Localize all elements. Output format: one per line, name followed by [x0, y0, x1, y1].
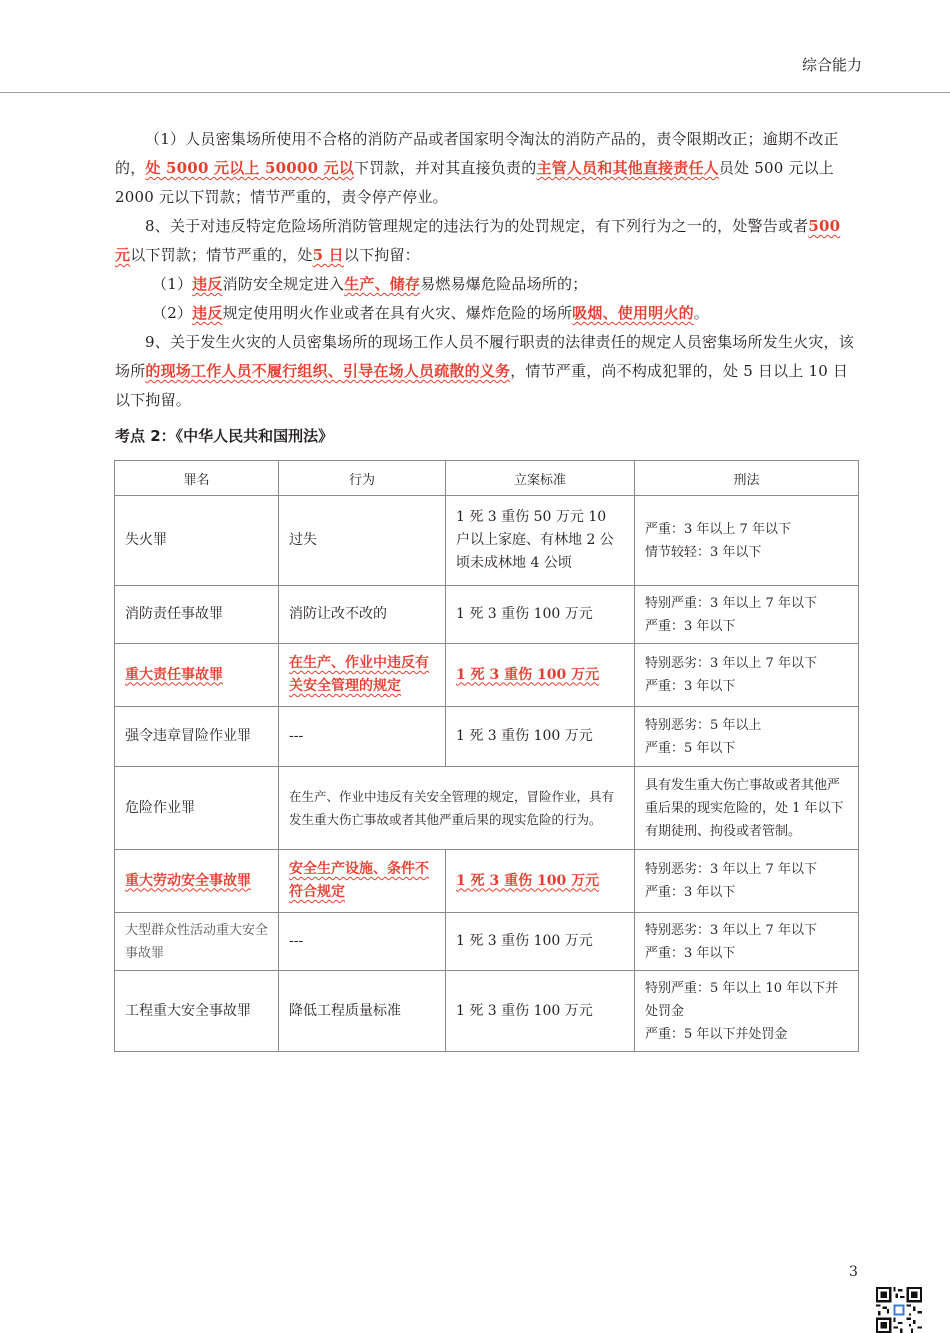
- crime-penalty: [635, 913, 859, 971]
- crime-penalty: [635, 586, 859, 644]
- crime-act: 安全生产设施、条件不符合规定: [279, 850, 446, 913]
- highlight: 500 元: [115, 217, 841, 264]
- column-header: 刑法: [635, 461, 859, 496]
- paragraph-3: （1）违反消防安全规定进入生产、储存易燃易爆危险品场所的；: [152, 275, 588, 293]
- crime-standard: 1 死 3 重伤 100 万元: [446, 586, 635, 644]
- crime-name: 重大劳动安全事故罪: [115, 850, 279, 913]
- section-heading: 考点 2：《中华人民共和国刑法》: [115, 427, 334, 445]
- crime-standard: 1 死 3 重伤 50 万元 10 户以上家庭、有林地 2 公顷未成林地 4 公顷: [446, 496, 635, 586]
- highlight: 5 日: [312, 246, 344, 264]
- table-row: [115, 586, 859, 644]
- table-row: [115, 913, 859, 971]
- header-rule: [0, 92, 950, 93]
- body-text: [115, 125, 857, 415]
- crime-name: 失火罪: [115, 496, 279, 586]
- crime-standard: 1 死 3 重伤 100 万元: [446, 644, 635, 707]
- penalty-line: 特别恶劣：3 年以上 7 年以下: [645, 862, 817, 877]
- penalty-line: 特别严重：5 年以上 10 年以下并处罚金: [645, 980, 839, 1019]
- table-row: [115, 644, 859, 707]
- penalty-line: 严重：3 年以下: [645, 885, 736, 900]
- highlight: 吸烟、使用明火的: [572, 304, 694, 322]
- penalty-line: 特别恶劣：3 年以上 7 年以下: [645, 656, 817, 671]
- highlight: 违反: [192, 304, 223, 322]
- crime-act: 消防让改不改的: [279, 586, 446, 644]
- table-row: [115, 767, 859, 850]
- penalty-line: 严重：3 年以下: [645, 945, 736, 961]
- penalty-line: 特别恶劣：3 年以上 7 年以下: [645, 922, 817, 938]
- highlight: 主管人员和其他直接责任人: [536, 159, 719, 177]
- crime-penalty: 具有发生重大伤亡事故或者其他严重后果的现实危险的，处 1 年以下有期徒刑、拘役或者管制。: [635, 767, 859, 850]
- table-row: [115, 496, 859, 586]
- penalty-line: 情节较轻：3 年以下: [645, 544, 762, 560]
- crime-penalty: [635, 496, 859, 586]
- penalty-line: 严重：3 年以下: [645, 618, 736, 634]
- paragraph-4: （2）违反规定使用明火作业或者在具有火灾、爆炸危险的场所吸烟、使用明火的。: [152, 304, 709, 322]
- penalty-line: 严重：5 年以下: [645, 740, 736, 756]
- crime-act: 在生产、作业中违反有关安全管理的规定: [279, 644, 446, 707]
- penalty-line: 特别恶劣：5 年以上: [645, 717, 762, 733]
- highlight: 违反: [192, 275, 223, 293]
- crime-penalty: [635, 644, 859, 707]
- crime-standard: 1 死 3 重伤 100 万元: [446, 850, 635, 913]
- column-header: 罪名: [115, 461, 279, 496]
- qr-code-icon[interactable]: [876, 1287, 922, 1333]
- highlight: 生产、储存: [344, 275, 421, 293]
- crime-standard: 1 死 3 重伤 100 万元: [446, 707, 635, 767]
- crime-penalty: [635, 850, 859, 913]
- column-header: 立案标准: [446, 461, 635, 496]
- penalty-line: 严重：3 年以上 7 年以下: [645, 521, 791, 537]
- crime-name: 工程重大安全事故罪: [115, 971, 279, 1052]
- highlight: 处 5000 元以上 50000 元以: [145, 159, 355, 177]
- crimes-table: [114, 460, 859, 1052]
- page-number: 3: [849, 1264, 858, 1280]
- crime-name: 消防责任事故罪: [115, 586, 279, 644]
- crime-act: 降低工程质量标准: [279, 971, 446, 1052]
- paragraph-5: 9、关于发生火灾的人员密集场所的现场工作人员不履行职责的法律责任的规定人员密集场所发生火灾，该场所的现场工作人员不履行组织、引导在场人员疏散的义务，情节严重，尚不构成犯罪的，处 5 日以上 10 日以下拘留。: [115, 333, 854, 409]
- crime-standard: 1 死 3 重伤 100 万元: [446, 971, 635, 1052]
- paragraph-2: 8、关于对违反特定危险场所消防管理规定的违法行为的处罚规定，有下列行为之一的，处警告或者500 元以下罚款；情节严重的，处5 日以下拘留：: [115, 217, 841, 264]
- crime-name: 危险作业罪: [115, 767, 279, 850]
- crime-standard: 1 死 3 重伤 100 万元: [446, 913, 635, 971]
- page-header-title: 综合能力: [801, 56, 862, 74]
- highlight: 的现场工作人员不履行组织、引导在场人员疏散的义务: [145, 362, 511, 380]
- crime-act: ---: [279, 913, 446, 971]
- penalty-line: 严重：3 年以下: [645, 679, 736, 694]
- table-header-row: [115, 461, 859, 496]
- crime-name: 大型群众性活动重大安全事故罪: [115, 913, 279, 971]
- crime-penalty: [635, 707, 859, 767]
- crime-name: 强令违章冒险作业罪: [115, 707, 279, 767]
- table-row: [115, 707, 859, 767]
- crime-penalty: [635, 971, 859, 1052]
- table-row: [115, 971, 859, 1052]
- penalty-line: 严重：5 年以下并处罚金: [645, 1026, 788, 1042]
- crime-act: 在生产、作业中违反有关安全管理的规定，冒险作业，具有发生重大伤亡事故或者其他严重后果的现实危险的行为。: [279, 767, 635, 850]
- crime-act: 过失: [279, 496, 446, 586]
- column-header: 行为: [279, 461, 446, 496]
- crime-name: 重大责任事故罪: [115, 644, 279, 707]
- penalty-line: 特别严重：3 年以上 7 年以下: [645, 595, 817, 611]
- crime-act: ---: [279, 707, 446, 767]
- paragraph-1: （1）人员密集场所使用不合格的消防产品或者国家明令淘汰的消防产品的，责令限期改正；逾期不改正的，处 5000 元以上 50000 元以下罚款，并对其直接负责的主管人员和其他直接责任人员处 500 元以上 2000 元以下罚款；情节严重的，责令停产停业。: [115, 130, 839, 206]
- table-row: [115, 850, 859, 913]
